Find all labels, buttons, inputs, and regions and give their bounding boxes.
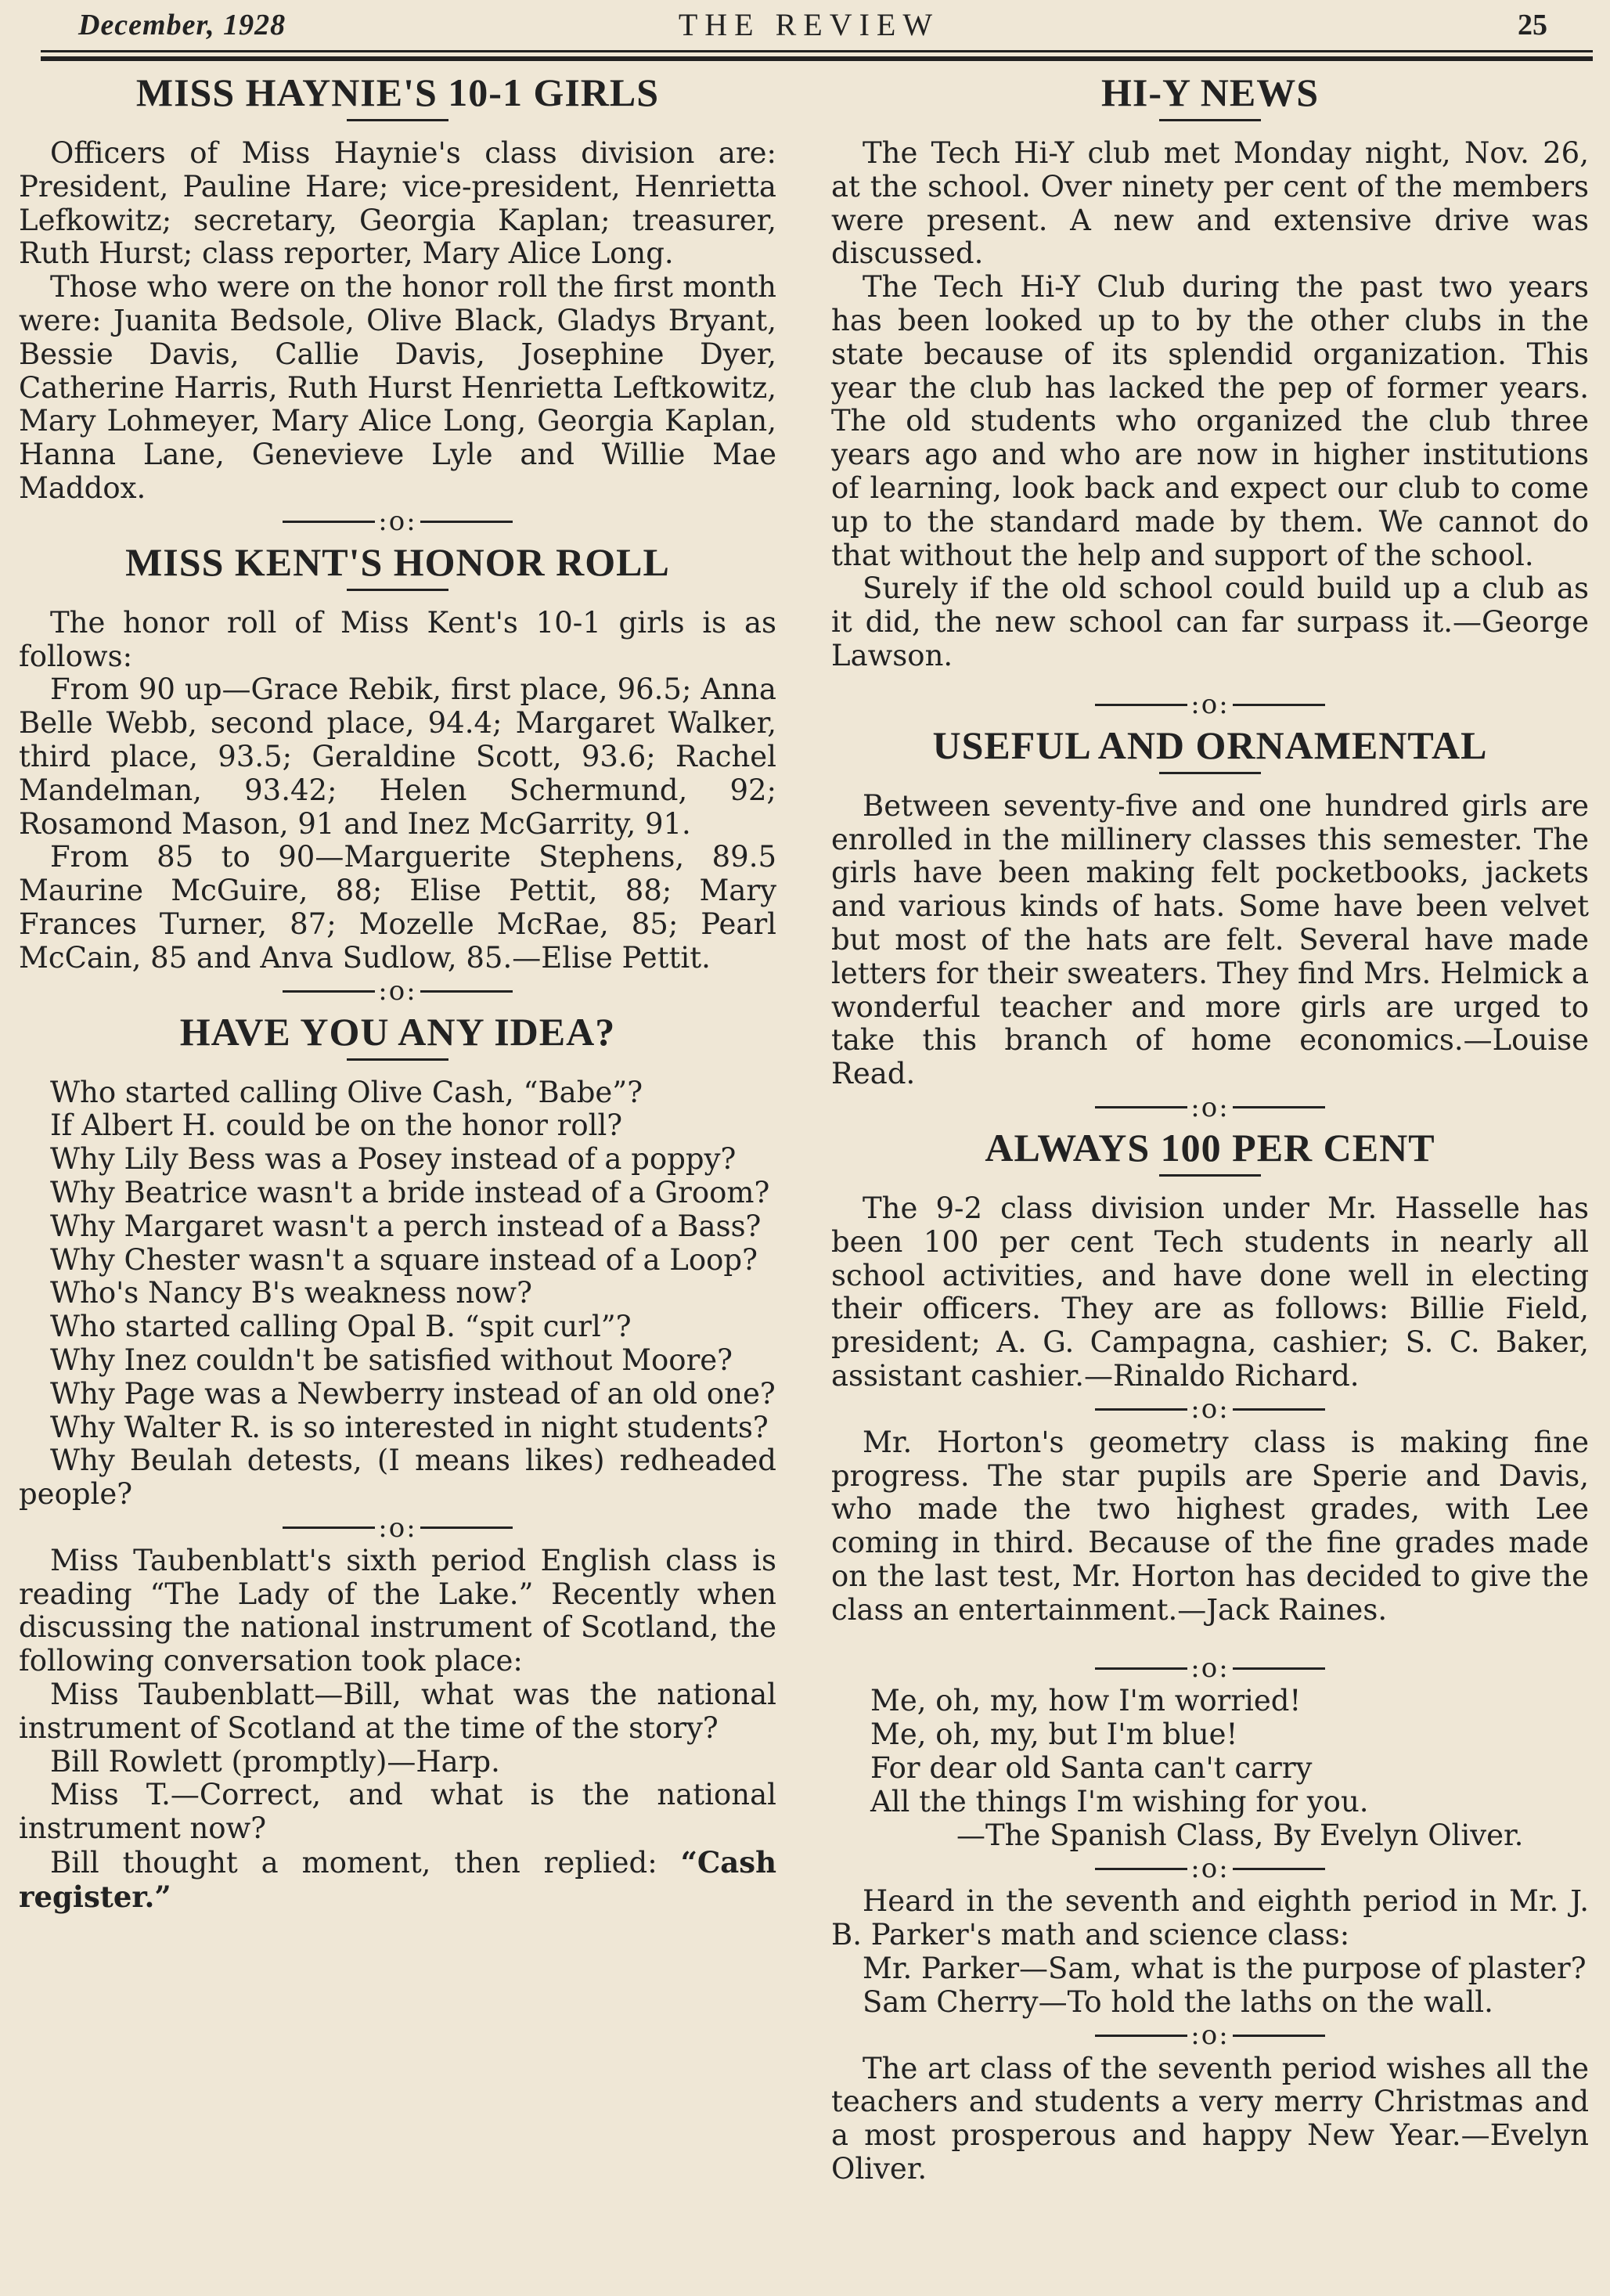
question: Why Page was a Newberry instead of an old one?: [50, 1376, 776, 1411]
paragraph: Miss Taubenblatt—Bill, what was the national instrument of Scotland at the time of the story?: [19, 1678, 776, 1745]
headline: ALWAYS 100 PER CENT: [985, 1125, 1435, 1170]
paragraph: Those who were on the honor roll the first month were: Juanita Bedsole, Olive Black, Gladys Bryant, Bessie Davis, Callie Davis, Josephine Dyer, Catherine Harris, Ruth Hurst Henrietta Leftkowitz, Mary Lohmeyer, Mary Alice Long, Georgia Kaplan, Hanna Lane, Genevieve Lyle and Willie Mae Maddox.: [19, 270, 776, 505]
paragraph: Surely if the old school could build up a club as it did, the new school can far surpass it.—George Lawson.: [831, 571, 1589, 672]
article-lady-of-the-lake: [19, 1544, 776, 1915]
section-divider: :o:: [19, 1512, 776, 1544]
question: Who started calling Olive Cash, “Babe”?: [50, 1075, 643, 1109]
question: Why Inez couldn't be satisfied without Moore?: [50, 1343, 733, 1377]
article-haynie: [19, 69, 776, 506]
header-rule-thin: [41, 50, 1593, 52]
section-divider: :o:: [19, 975, 776, 1008]
article-parker-class: [831, 1885, 1589, 2019]
paragraph: The honor roll of Miss Kent's 10-1 girls is as follows:: [19, 605, 776, 673]
paragraph: Miss T.—Correct, and what is the national instrument now?: [19, 1778, 776, 1846]
paragraph: [19, 1846, 776, 1915]
paragraph: The Tech Hi-Y Club during the past two years has been looked up to by the other clubs in the state because of its splendid organization. This year the club has lacked the pep of former years. The old students who organized the club three years ago and who are now in higher institutions of learning, look back and expect our club to come up to the standard made by them. We cannot do that without the help and support of the school.: [831, 270, 1589, 572]
headline: HI-Y NEWS: [1100, 70, 1320, 114]
paragraph: Between seventy-five and one hundred girls are enrolled in the millinery classes this semester. The girls have been making felt pocketbooks, jackets and various kinds of hats. Some have been velvet but most of the hats are felt. Several have made letters for their sweaters. They find Mrs. Helmick a wonderful teacher and more girls are urged to take this branch of home economics.—Louise Read.: [831, 788, 1589, 1091]
section-divider: :o:: [831, 1393, 1589, 1426]
punchline: “Cash register.”: [19, 1845, 776, 1914]
headline: MISS HAYNIE'S 10-1 GIRLS: [135, 70, 660, 114]
verse-attribution: —The Spanish Class, By Evelyn Oliver.: [956, 1818, 1524, 1852]
question: Who's Nancy B's weakness now?: [50, 1276, 532, 1310]
headline: USEFUL AND ORNAMENTAL: [932, 723, 1488, 767]
paragraph: Mr. Horton's geometry class is making fine progress. The star pupils are Sperie and Davis, who made the two highest grades, with Lee coming in third. Because of the fine grades made on the last test, Mr. Horton has decided to give the class an entertainment.—Jack Raines.: [831, 1425, 1589, 1627]
verse-line: Me, oh, my, but I'm blue!: [870, 1717, 1238, 1752]
paragraph: The Tech Hi-Y club met Monday night, Nov. 26, at the school. Over ninety per cent of the members were present. A new and extensive drive was discussed.: [831, 136, 1589, 271]
article-useful-ornamental: [831, 722, 1589, 1091]
paragraph: Mr. Parker—Sam, what is the purpose of plaster?: [863, 1952, 1587, 1986]
headline: HAVE YOU ANY IDEA?: [179, 1009, 616, 1054]
question: Why Margaret wasn't a perch instead of a Bass?: [50, 1209, 762, 1243]
headline: MISS KENT'S HONOR ROLL: [125, 539, 670, 584]
question: Who started calling Opal B. “spit curl”?: [50, 1310, 632, 1344]
running-header: [39, 5, 1579, 45]
section-divider: :o:: [831, 2020, 1589, 2053]
headline-rule: [347, 589, 448, 591]
paragraph: Heard in the seventh and eighth period in Mr. J. B. Parker's math and science class:: [831, 1884, 1589, 1952]
paragraph: The 9-2 class division under Mr. Hasselle has been 100 per cent Tech students in nearly all school activities, and have done well in electing their officers. They are as follows: Billie Field, president; A. G. Campagna, cashier; S. C. Baker, assistant cashier.—Rinaldo Richard.: [831, 1191, 1589, 1393]
paragraph: Officers of Miss Haynie's class division are: President, Pauline Hare; vice-president, Henrietta Lefkowitz; secretary, Georgia Kaplan; treasurer, Ruth Hurst; class reporter, Mary Alice Long.: [19, 136, 776, 271]
paragraph: The art class of the seventh period wishes all the teachers and students a very merry Christmas and a most prosperous and happy New Year.—Evelyn Oliver.: [831, 2051, 1589, 2186]
left-column: [19, 69, 776, 1915]
section-divider: :o:: [831, 689, 1589, 722]
article-art-class: [831, 2053, 1589, 2186]
paragraph: Miss Taubenblatt's sixth period English class is reading “The Lady of the Lake.” Recently when discussing the national instrument of Scotland, the following conversation took place:: [19, 1543, 776, 1678]
section-divider: :o:: [19, 506, 776, 539]
paragraph: Bill Rowlett (promptly)—Harp.: [50, 1744, 500, 1779]
headline-rule: [347, 1058, 448, 1061]
section-divider: :o:: [831, 1852, 1589, 1885]
section-divider: :o:: [831, 1091, 1589, 1124]
paragraph: From 90 up—Grace Rebik, first place, 96.5; Anna Belle Webb, second place, 94.4; Margaret Walker, third place, 93.5; Geraldine Scott, 93.6; Rachel Mandelman, 93.42; Helen Schermund, 92; Rosamond Mason, 91 and Inez McGarrity, 91.: [19, 672, 776, 841]
question: Why Chester wasn't a square instead of a Loop?: [50, 1242, 758, 1277]
page-number: 25: [1518, 9, 1547, 41]
header-rule-thick: [41, 56, 1593, 61]
verse-line: Me, oh, my, how I'm worried!: [870, 1684, 1302, 1718]
publication-title: THE REVIEW: [678, 7, 940, 42]
article-hi-y-news: [831, 69, 1589, 673]
question: Why Beulah detests, (I means likes) redheaded people?: [19, 1444, 776, 1512]
headline-rule: [1159, 119, 1261, 121]
punchline-lead: Bill thought a moment, then replied:: [50, 1846, 681, 1880]
verse-santa: [831, 1685, 1589, 1852]
article-kent: [19, 539, 776, 975]
question: If Albert H. could be on the honor roll?: [50, 1108, 623, 1143]
question: Why Beatrice wasn't a bride instead of a Groom?: [50, 1175, 770, 1209]
article-always-100: [831, 1124, 1589, 1627]
article-any-idea: [19, 1008, 776, 1512]
right-column: [831, 69, 1589, 2186]
question: Why Lily Bess was a Posey instead of a poppy?: [50, 1142, 737, 1177]
verse-line: For dear old Santa can't carry: [870, 1751, 1313, 1786]
headline-rule: [347, 119, 448, 121]
section-divider: :o:: [831, 1652, 1589, 1685]
question: Why Walter R. is so interested in night students?: [50, 1410, 769, 1444]
paragraph: Sam Cherry—To hold the laths on the wall.: [863, 1984, 1493, 2019]
verse-line: All the things I'm wishing for you.: [870, 1784, 1369, 1818]
headline-rule: [1159, 772, 1261, 774]
issue-date: December, 1928: [78, 9, 286, 41]
headline-rule: [1159, 1174, 1261, 1177]
paragraph: From 85 to 90—Marguerite Stephens, 89.5 Maurine McGuire, 88; Elise Pettit, 88; Mary Frances Turner, 87; Mozelle McRae, 85; Pearl McCain, 85 and Anva Sudlow, 85.—Elise Pettit.: [19, 840, 776, 975]
